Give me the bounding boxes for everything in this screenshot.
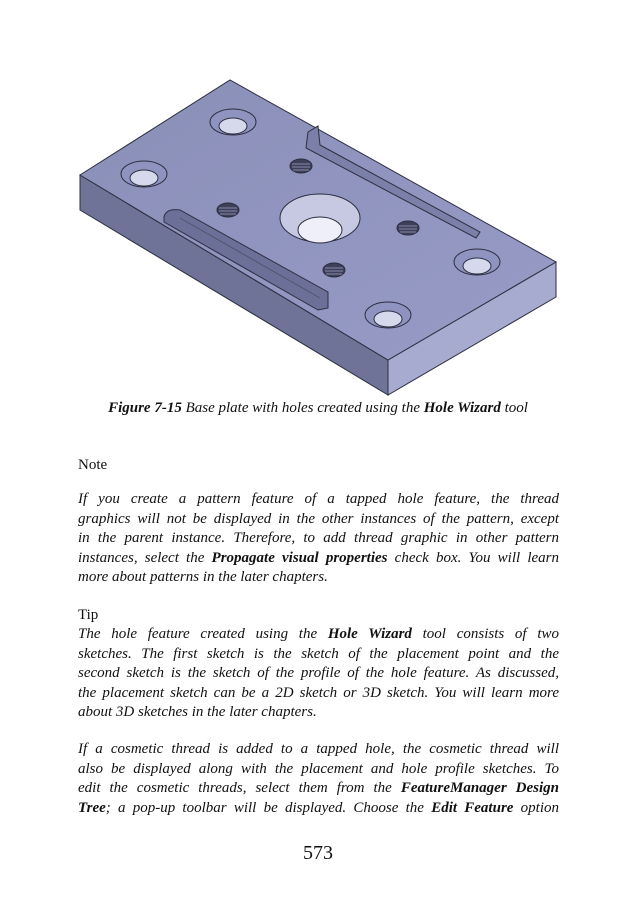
- figure-caption: Figure 7-15 Base plate with holes created using the Hole Wizard tool: [108, 400, 528, 416]
- tree-term: Tree: [78, 799, 106, 816]
- note-paragraph: If you create a pattern feature of a tapped hole feature, the thread graphics will not be displayed in the other instances of the pattern, except in the parent instance. Therefore, to add thread graphic in other pattern instances, select the Propagate visual properties check box. You will learn more about patterns in the later chapters.: [78, 491, 559, 585]
- note-heading: Note: [78, 457, 108, 473]
- hole-wizard-term: Hole Wizard: [327, 626, 412, 642]
- center-countersink-hole: [280, 194, 360, 243]
- cosmetic-thread-paragraph: If a cosmetic thread is added to a tapped hole, the cosmetic thread will also be displayed along with the placement and hole profile sketches. To edit the cosmetic threads, select them from the FeatureManager Design Tree; a pop-up toolbar will be displayed. Choose the Edit Feature option: [78, 741, 559, 816]
- page-number: 573: [303, 842, 333, 864]
- figure-number: Figure 7-15: [108, 400, 182, 416]
- tip-heading: Tip: [78, 607, 99, 623]
- base-plate-figure: [70, 70, 570, 400]
- edit-feature-term: Edit Feature: [431, 799, 514, 816]
- featuremanager-term: FeatureManager Design: [400, 780, 559, 796]
- tip-paragraph: The hole feature created using the Hole Wizard tool consists of two sketches. The first sketch is the sketch of the placement point and the second sketch is the sketch of the profile of the hole feature. As discussed, the placement sketch can be a 2D sketch or 3D sketch. You will learn more about 3D sketches in the later chapters.: [78, 626, 559, 720]
- propagate-visual-properties-term: Propagate visual properties: [211, 549, 388, 566]
- figure-tool-name: Hole Wizard: [423, 400, 501, 416]
